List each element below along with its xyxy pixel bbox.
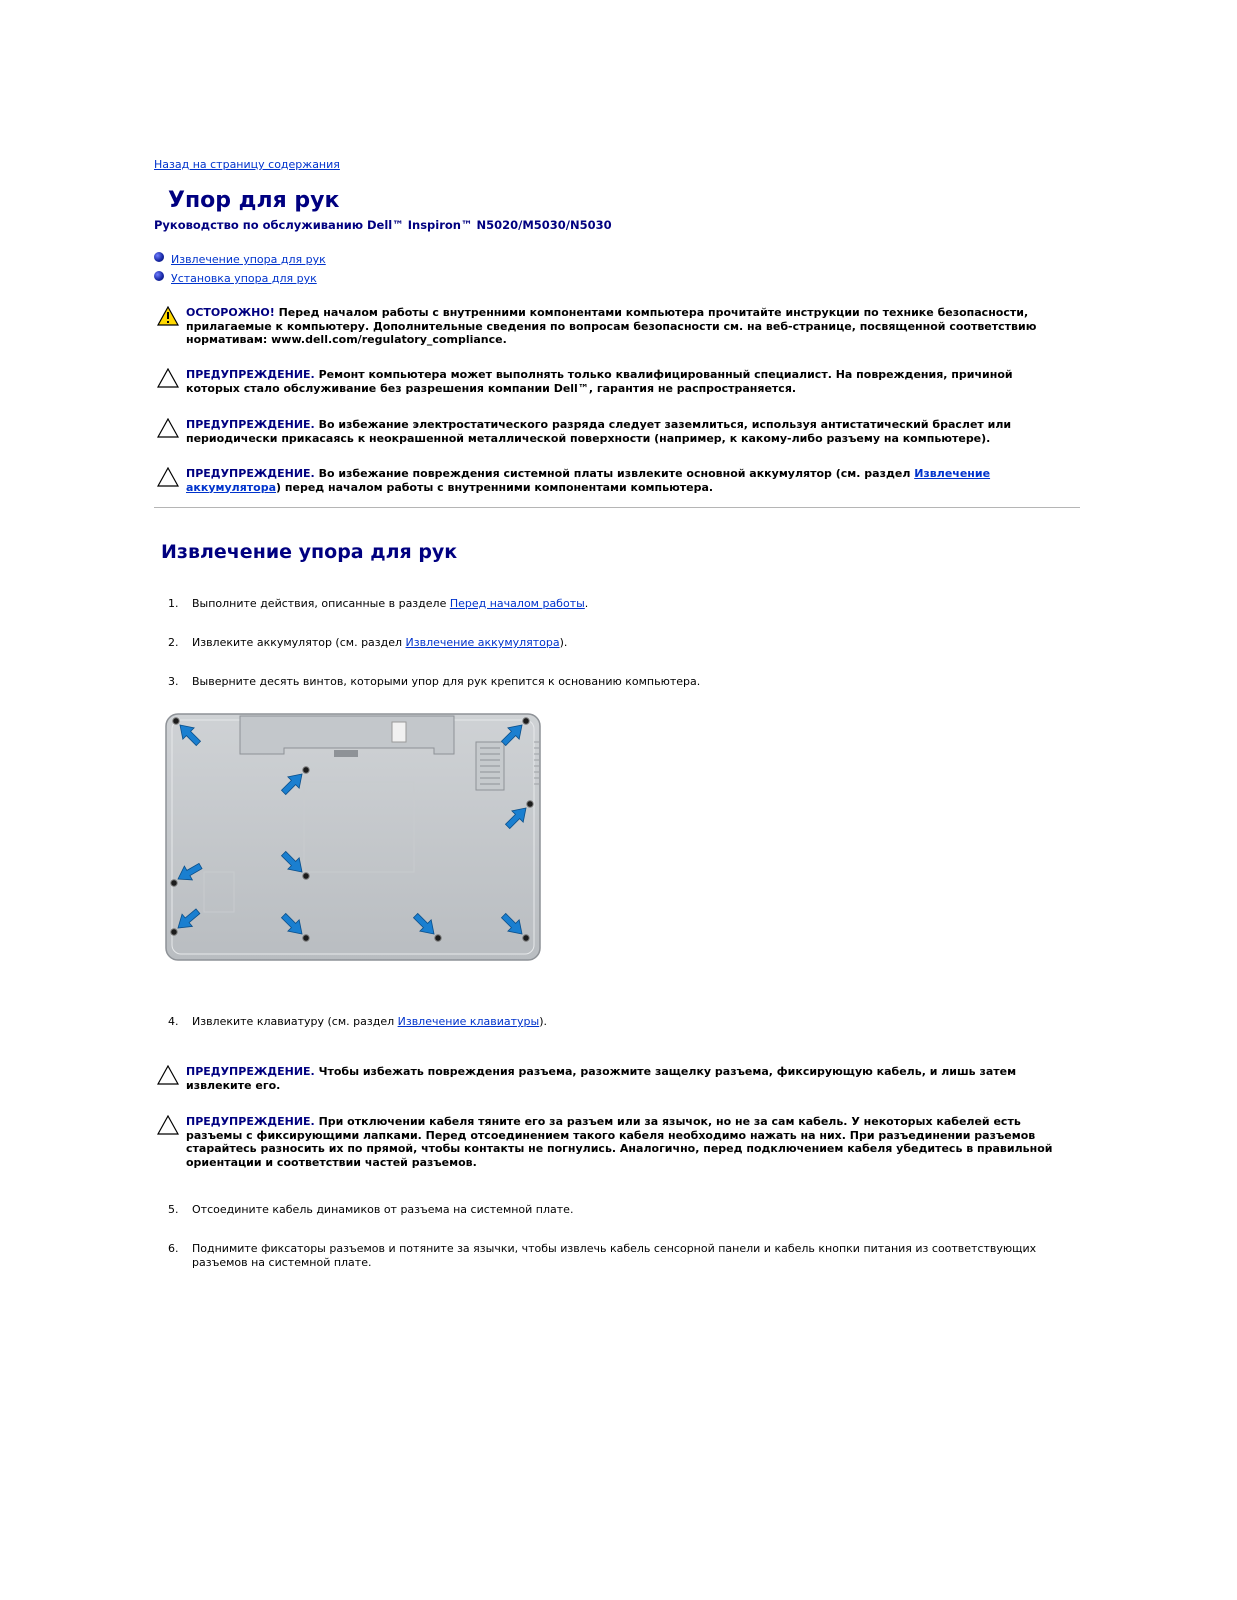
step-item <box>168 1203 1068 1217</box>
section-divider <box>154 507 1080 508</box>
battery-bay <box>240 716 454 754</box>
step-number: 1. <box>168 597 179 610</box>
screw <box>303 935 309 941</box>
screw <box>527 801 533 807</box>
warning-icon <box>157 418 179 438</box>
toc-item <box>154 250 326 269</box>
step-number: 2. <box>168 636 179 649</box>
toc-link-removing-palm-rest[interactable]: Извлечение упора для рук <box>171 253 326 266</box>
keyboard-removal-link[interactable]: Извлечение клавиатуры <box>397 1015 540 1028</box>
step-number: 5. <box>168 1203 179 1216</box>
step-text: Поднимите фиксаторы разъемов и потяните за язычки, чтобы извлечь кабель сенсорной панели и кабель кнопки питания из соответствующих разъемов на системной плате. <box>192 1242 1037 1269</box>
warning-notice <box>157 467 1057 494</box>
before-you-begin-link[interactable]: Перед началом работы <box>449 597 585 610</box>
toc-item <box>154 269 326 288</box>
warning-icon <box>157 1065 179 1085</box>
warning-text: ПРЕДУПРЕЖДЕНИЕ. Во избежание повреждения системной платы извлеките основной аккумулятор (см. раздел Извлечение аккумулятора) перед началом работы с внутренними компонентами компьютера. <box>186 467 991 494</box>
warning-text: ПРЕДУПРЕЖДЕНИЕ. Чтобы избежать повреждения разъема, разожмите защелку разъема, фиксирующую кабель, и лишь затем извлеките его. <box>186 1065 1017 1092</box>
battery-removal-link[interactable]: Извлечение аккумулятора <box>186 467 991 494</box>
warning-icon <box>157 467 179 487</box>
screw <box>173 718 179 724</box>
vent-grille <box>476 742 504 790</box>
step-item <box>168 636 1068 650</box>
page-title: Упор для рук <box>168 188 340 213</box>
caution-notice <box>157 306 1057 347</box>
warning-text: ПРЕДУПРЕЖДЕНИЕ. Во избежание электростатического разряда следует заземлиться, используя антистатический браслет или периодически прикасаясь к неокрашенной металлической поверхности (например, к какому-либо разъему на компьютере). <box>186 418 1012 445</box>
screw <box>171 880 177 886</box>
warning-notice <box>157 1065 1057 1092</box>
bullet-icon <box>154 271 164 281</box>
step-number: 4. <box>168 1015 179 1028</box>
step-text: Отсоедините кабель динамиков от разъема на системной плате. <box>192 1203 574 1216</box>
step-number: 6. <box>168 1242 179 1255</box>
warning-notice <box>157 368 1057 395</box>
screw <box>171 929 177 935</box>
screw <box>303 873 309 879</box>
laptop-base-screws-figure <box>164 712 544 964</box>
warning-icon <box>157 1115 179 1135</box>
screw <box>303 767 309 773</box>
battery-removal-link[interactable]: Извлечение аккумулятора <box>405 636 560 649</box>
toc-link-replacing-palm-rest[interactable]: Установка упора для рук <box>171 272 317 285</box>
screw <box>523 935 529 941</box>
step-number: 3. <box>168 675 179 688</box>
step-text: Выверните десять винтов, которыми упор для рук крепится к основанию компьютера. <box>192 675 701 688</box>
section-title: Извлечение упора для рук <box>161 541 458 563</box>
back-to-contents-link[interactable]: Назад на страницу содержания <box>154 158 340 171</box>
manual-subtitle: Руководство по обслуживанию Dell™ Inspiron™ N5020/M5030/N5030 <box>154 218 612 232</box>
caution-text: ОСТОРОЖНО! Перед началом работы с внутренними компонентами компьютера прочитайте инструкции по технике безопасности, прилагаемые к компьютеру. Дополнительные сведения по вопросам безопасности см. на веб-странице, посвященной соответствию нормативам: www.dell.com/regulatory_compliance. <box>186 306 1037 346</box>
caution-icon <box>157 306 179 326</box>
warning-text: ПРЕДУПРЕЖДЕНИЕ. При отключении кабеля тяните его за разъем или за язычок, но не за сам кабель. У некоторых кабелей есть разъемы с фиксирующими лапками. Перед отсоединением такого кабеля необходимо нажать на них. При разъединении разъемов старайтесь разносить их по прямой, чтобы контакты не погнулись. Аналогично, перед подключением кабеля убедитесь в правильной ориентации и соответствии частей разъемов. <box>186 1115 1053 1169</box>
step-text: Извлеките клавиатуру (см. раздел Извлечение клавиатуры). <box>192 1015 548 1028</box>
step-item <box>168 675 1068 689</box>
warning-text: ПРЕДУПРЕЖДЕНИЕ. Ремонт компьютера может выполнять только квалифицированный специалист. На повреждения, причиной которых стало обслуживание без разрешения компании Dell™, гарантия не распространяется. <box>186 368 1013 395</box>
step-item <box>168 1015 1068 1029</box>
screw <box>435 935 441 941</box>
bullet-icon <box>154 252 164 262</box>
warning-icon <box>157 368 179 388</box>
step-text: Извлеките аккумулятор (см. раздел Извлечение аккумулятора). <box>192 636 568 649</box>
warning-notice <box>157 418 1057 445</box>
step-item <box>168 1242 1068 1269</box>
table-of-contents <box>154 250 326 288</box>
warning-notice <box>157 1115 1057 1169</box>
screw <box>523 718 529 724</box>
step-text: Выполните действия, описанные в разделе Перед началом работы. <box>192 597 589 610</box>
step-item <box>168 597 1068 611</box>
